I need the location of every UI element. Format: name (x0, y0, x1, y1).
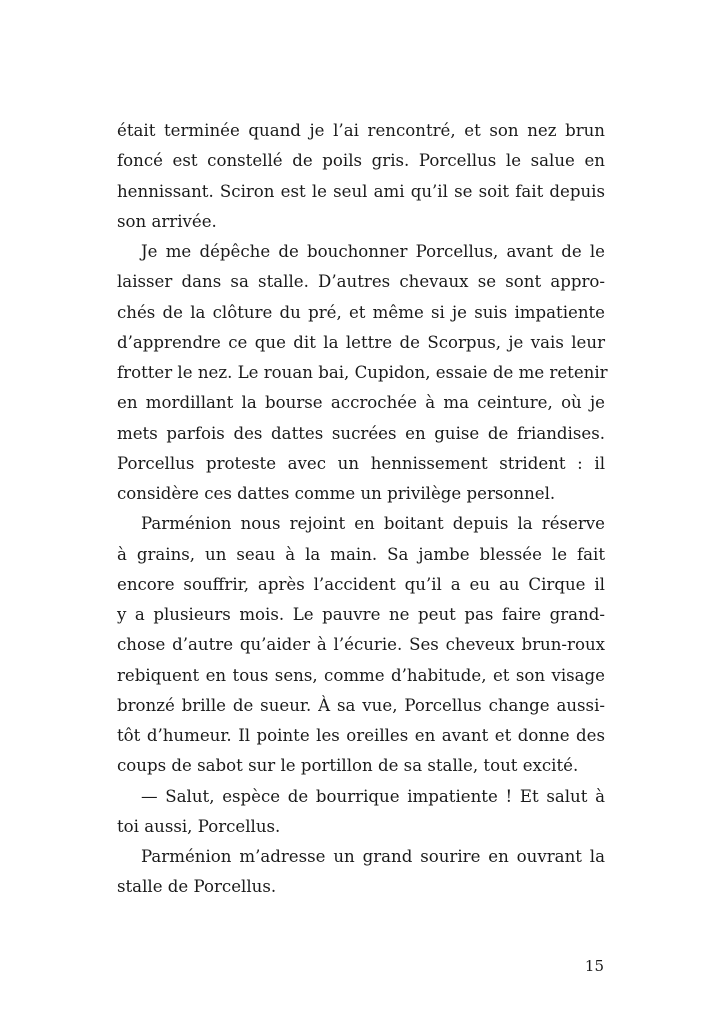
text-line: mets parfois des dattes sucrées en guise de friandises. (117, 423, 605, 443)
text-line: chose d’autre qu’aider à l’écurie. Ses cheveux brun-roux (117, 635, 605, 655)
text-line: coups de sabot sur le portillon de sa stalle, tout excité. (117, 756, 579, 776)
text-line: Parménion m’adresse un grand sourire en ouvrant la (141, 847, 605, 866)
paragraph (117, 842, 605, 903)
text-line: laisser dans sa stalle. D’autres chevaux se sont appro- (117, 272, 605, 292)
dialogue-paragraph (117, 782, 605, 843)
text-line: foncé est constellé de poils gris. Porcellus le salue en (117, 151, 605, 171)
page-number: 15 (584, 957, 604, 975)
text-line: était terminée quand je l’ai rencontré, et son nez brun (117, 121, 605, 140)
text-line: considère ces dattes comme un privilège personnel. (117, 484, 556, 503)
text-line: — Salut, espèce de bourrique impatiente ! Et salut à (141, 786, 605, 806)
paragraph (117, 116, 605, 237)
text-line: Parménion nous rejoint en boitant depuis la réserve (141, 514, 605, 534)
text-line: encore souffrir, après l’accident qu’il a eu au Cirque il (117, 574, 605, 594)
page-body (117, 116, 608, 903)
text-line: son arrivée. (117, 211, 217, 231)
text-line: rebiquent en tous sens, comme d’habitude, et son visage (117, 665, 605, 685)
text-line: hennissant. Sciron est le seul ami qu’il se soit fait depuis (117, 181, 605, 201)
text-line: chés de la clôture du pré, et même si je suis impatiente (117, 302, 605, 322)
text-line: tôt d’humeur. Il pointe les oreilles en avant et donne des (117, 726, 605, 745)
text-line: d’apprendre ce que dit la lettre de Scorpus, je vais leur (117, 332, 605, 352)
text-line: Je me dépêche de bouchonner Porcellus, avant de le (141, 242, 605, 261)
text-line: toi aussi, Porcellus. (117, 816, 281, 836)
text-line: frotter le nez. Le rouan bai, Cupidon, essaie de me retenir (117, 363, 608, 382)
paragraph (117, 237, 608, 509)
text-line: à grains, un seau à la main. Sa jambe blessée le fait (117, 544, 605, 564)
text-line: stalle de Porcellus. (117, 877, 277, 897)
text-line: y a plusieurs mois. Le pauvre ne peut pas faire grand- (117, 605, 605, 624)
paragraph (117, 509, 605, 781)
text-line: bronzé brille de sueur. À sa vue, Porcellus change aussi- (117, 695, 605, 715)
text-line: en mordillant la bourse accrochée à ma ceinture, où je (117, 393, 605, 413)
text-line: Porcellus proteste avec un hennissement strident : il (117, 453, 605, 473)
